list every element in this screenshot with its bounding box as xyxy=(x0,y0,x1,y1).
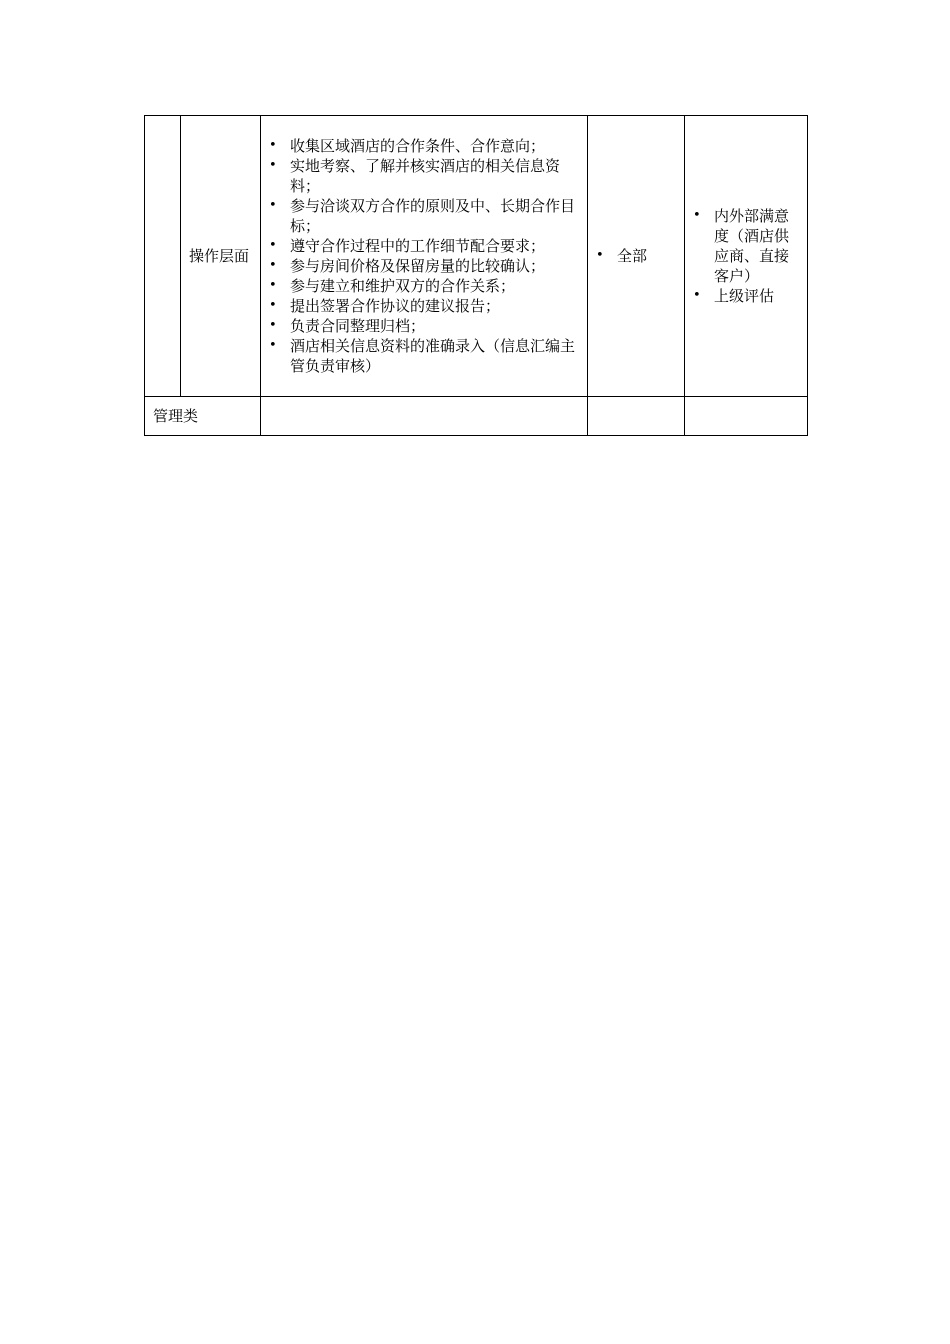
table-row-management xyxy=(145,397,808,436)
scope-list xyxy=(588,246,684,266)
list-item: • 收集区域酒店的合作条件、合作意向； xyxy=(261,136,587,156)
level-cell xyxy=(181,116,261,397)
list-item: • 参与洽谈双方合作的原则及中、长期合作目标； xyxy=(261,196,587,236)
management-category-label: 管理类 xyxy=(153,407,199,425)
evaluation-cell xyxy=(685,116,808,397)
list-item: • 全部 xyxy=(588,246,684,266)
management-category-cell xyxy=(145,397,261,436)
duty-table xyxy=(144,115,808,436)
evaluation-list xyxy=(685,206,807,306)
list-item: • 实地考察、了解并核实酒店的相关信息资料； xyxy=(261,156,587,196)
list-item: • 负责合同整理归档； xyxy=(261,316,587,336)
empty-cell xyxy=(685,397,808,436)
duties-list xyxy=(261,136,587,376)
list-item: • 酒店相关信息资料的准确录入（信息汇编主管负责审核） xyxy=(261,336,587,376)
empty-cell xyxy=(261,397,588,436)
list-item: • 内外部满意度（酒店供应商、直接客户） xyxy=(685,206,807,286)
category-blank-cell xyxy=(145,116,181,397)
list-item: • 参与建立和维护双方的合作关系； xyxy=(261,276,587,296)
level-label: 操作层面 xyxy=(189,247,250,265)
duties-cell xyxy=(261,116,588,397)
list-item: • 遵守合作过程中的工作细节配合要求； xyxy=(261,236,587,256)
list-item: • 提出签署合作协议的建议报告； xyxy=(261,296,587,316)
list-item: • 参与房间价格及保留房量的比较确认； xyxy=(261,256,587,276)
list-item: • 上级评估 xyxy=(685,286,807,306)
empty-cell xyxy=(588,397,685,436)
scope-cell xyxy=(588,116,685,397)
table-row-operation xyxy=(145,116,808,397)
